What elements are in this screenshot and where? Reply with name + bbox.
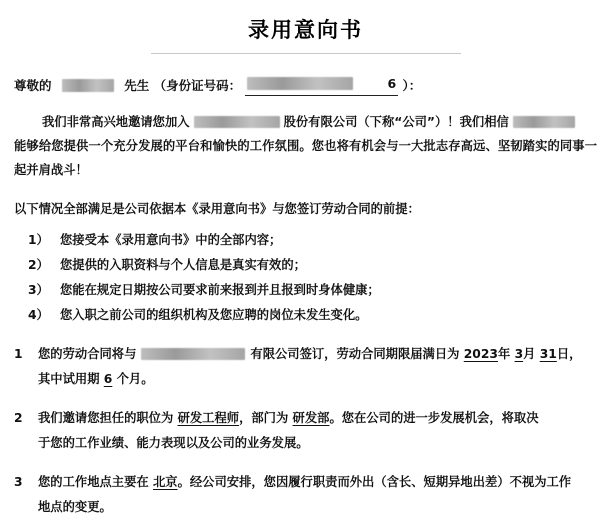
paragraph-invitation-part4: 能够给您提供一个充分发展的平台和愉快的工作氛围。您也将有机会与一大批志存高远、坚韧踏实的同事一起并肩战斗！ xyxy=(14,139,597,177)
list-item-number: 3） xyxy=(28,283,49,297)
paragraph-invitation xyxy=(14,110,597,182)
list-item-number: 4） xyxy=(28,308,49,322)
term-text: 。您在公司的进一步发展机会，将取决 xyxy=(329,411,539,425)
term-item-2 xyxy=(14,406,597,456)
salutation-line xyxy=(14,74,597,96)
term-item-3 xyxy=(14,470,597,520)
term-index: 3 xyxy=(14,475,23,489)
paragraph-invitation-part1: 我们非常高兴地邀请您加入 xyxy=(42,115,190,129)
list-item xyxy=(28,303,597,328)
term-text: 其中试用期 xyxy=(38,372,100,386)
salutation-honorific: 先生 xyxy=(124,78,150,93)
conditions-heading: 以下情况全部满足是公司依据本《录用意向书》与您签订劳动合同的前提： xyxy=(14,202,420,216)
term-index: 2 xyxy=(14,411,23,425)
title-divider xyxy=(151,53,461,54)
id-label: （身份证号码： xyxy=(153,78,242,93)
list-item-number: 2） xyxy=(28,258,49,272)
redacted-contract-company xyxy=(141,348,245,360)
paragraph-invitation-part2: 股份有限公司（下称“公司”）！我们相信 xyxy=(283,115,509,129)
redacted-company xyxy=(194,116,280,128)
probation-months: 6 xyxy=(103,372,113,386)
id-tail-digit: 6 xyxy=(387,76,397,91)
term-text: 年 xyxy=(497,347,511,361)
list-item-label: 您接受本《录用意向书》中的全部内容； xyxy=(60,233,282,247)
term-text: 地点的变更。 xyxy=(38,500,112,514)
position-title: 研发工程师 xyxy=(177,411,240,425)
contract-end-year: 2023 xyxy=(463,347,498,361)
salutation-prefix: 尊敬的 xyxy=(14,78,52,93)
list-item-label: 您能在规定日期按公司要求前来报到并且报到时身体健康； xyxy=(60,283,380,297)
redacted-id xyxy=(247,77,353,90)
redacted-company-alt xyxy=(513,116,575,128)
list-item-label: 您提供的入职资料与个人信息是真实有效的； xyxy=(60,258,306,272)
list-item-number: 1） xyxy=(28,233,49,247)
term-text: 您的工作地点主要在 xyxy=(38,475,149,489)
department-name: 研发部 xyxy=(292,411,330,425)
term-text: 。经公司安排，您因履行职责而外出（含长、短期异地出差）不视为工作 xyxy=(177,475,572,489)
term-text: 有限公司签订，劳动合同期限届满日为 xyxy=(250,347,460,361)
page-title: 录用意向书 xyxy=(248,18,363,42)
contract-end-month: 3 xyxy=(514,347,524,361)
term-text: 日， xyxy=(556,347,582,361)
term-text: 月 xyxy=(523,347,536,361)
conditions-list xyxy=(14,228,597,328)
term-text: 您的劳动合同将与 xyxy=(38,347,137,361)
id-underline-segment xyxy=(245,74,398,96)
document-body xyxy=(0,74,611,520)
term-text: 我们邀请您担任的职位为 xyxy=(38,411,174,425)
term-text: ，部门为 xyxy=(239,411,289,425)
term-item-1 xyxy=(14,342,597,392)
redacted-name xyxy=(62,79,114,92)
list-item xyxy=(28,278,597,303)
list-item-label: 您入职之前公司的组织机构及您应聘的岗位未发生变化。 xyxy=(60,308,368,322)
work-location: 北京 xyxy=(152,475,178,489)
list-item xyxy=(28,228,597,253)
term-index: 1 xyxy=(14,347,23,361)
list-item xyxy=(28,253,597,278)
contract-end-day: 31 xyxy=(539,347,557,361)
document-page xyxy=(0,14,611,514)
term-text: 个月。 xyxy=(116,372,154,386)
term-text: 于您的工作业绩、能力表现以及公司的业务发展。 xyxy=(38,436,309,450)
salutation-suffix: ）： xyxy=(402,78,422,93)
